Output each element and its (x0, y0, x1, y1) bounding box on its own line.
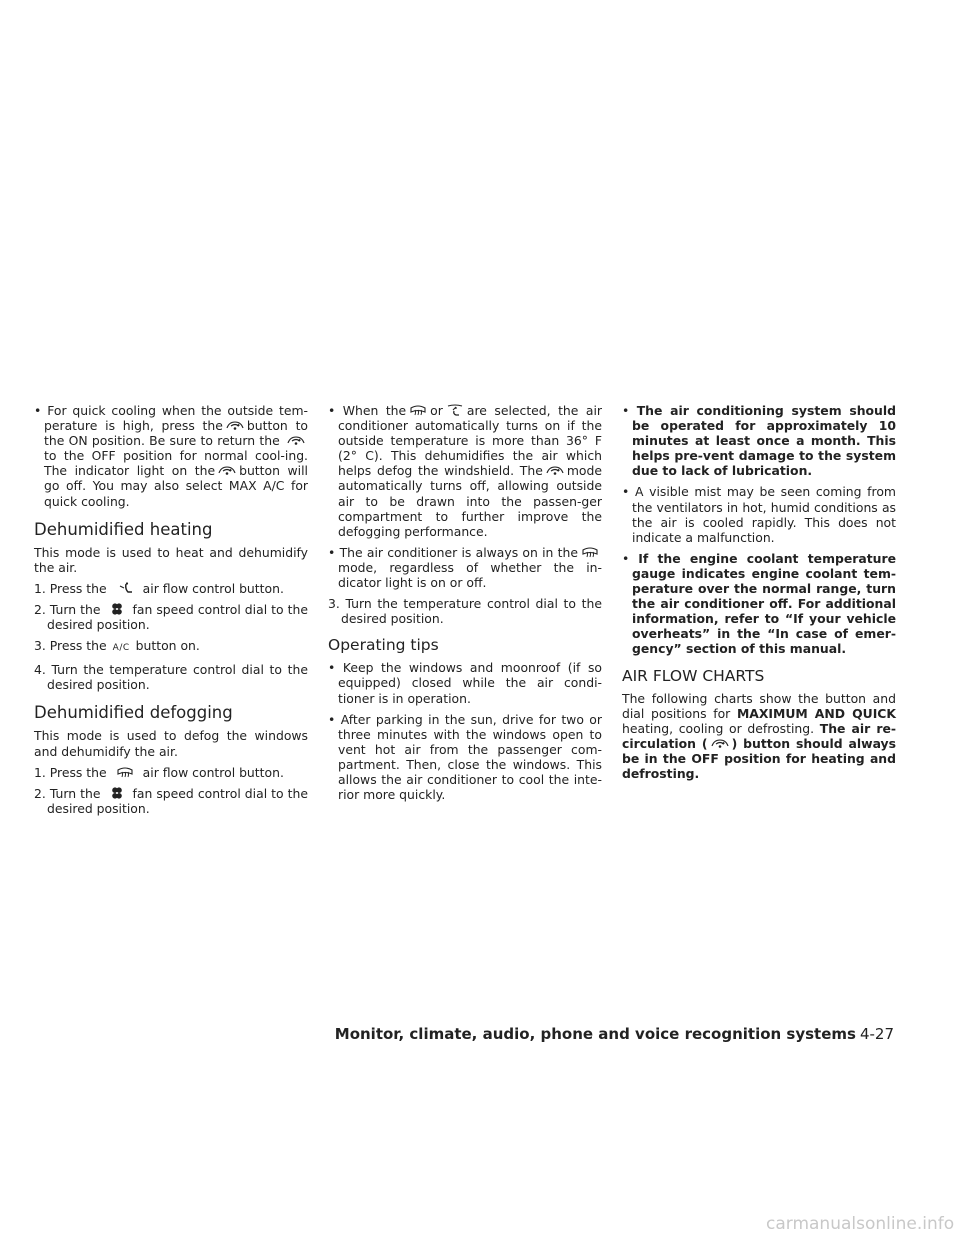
tip-windows-closed (328, 660, 602, 705)
coolant-temperature-warning (622, 551, 896, 657)
quick-cooling-text-3: to the OFF position for normal cool-ing. The indicator light on the (44, 448, 308, 479)
column-right (622, 403, 896, 787)
bullet-text: or (430, 403, 443, 418)
defrost-icon (408, 404, 428, 416)
air-flow-charts-heading: AIR FLOW CHARTS (622, 666, 765, 685)
heating-step-4: 4. Turn the temperature control dial to the desired position. (34, 662, 308, 693)
defog-step-3: 3. Turn the temperature control dial to the desired position. (328, 596, 602, 627)
bullet-mark: • (34, 403, 42, 418)
visible-mist-note (622, 484, 896, 544)
step-text: button on. (135, 638, 200, 654)
quick-cooling-text-2: button to the ON position. Be sure to return the (44, 418, 309, 449)
step-text: 1. Press the (34, 764, 107, 780)
defog-step-2 (34, 786, 308, 816)
quick-cooling-text-4: button will go off. You may also select MAX A/C for quick cooling. (44, 463, 308, 509)
defog-step-1 (34, 765, 308, 780)
warning-text: If the engine coolant temperature gauge indicates engine coolant tem-perature over the normal range, turn the air conditioner off. For additional information, refer to “If your vehicle overheats” in the “In case of emer-gency” section of this manual. (632, 550, 896, 657)
bullet-mark: • (328, 711, 336, 727)
bullet-mark: • (622, 484, 630, 500)
heating-step-2 (34, 602, 308, 632)
defog-auto-ac-bullet (328, 403, 602, 539)
foot-icon (115, 582, 135, 594)
bullet-text: mode, regardless of whether the in-dicator light is on or off. (338, 559, 602, 591)
operating-tips-heading: Operating tips (328, 636, 439, 655)
page-number: 4-27 (859, 1025, 894, 1043)
recirculation-icon (217, 464, 237, 476)
page-footer (335, 1025, 894, 1043)
column-middle (328, 403, 602, 808)
dehumidified-defogging-heading: Dehumidified defogging (34, 703, 233, 723)
bullet-mark: • (622, 550, 630, 566)
monthly-operation-warning (622, 403, 896, 478)
tip-parking-sun (328, 712, 602, 803)
tip-text: After parking in the sun, drive for two or three minutes with the windows open to vent hot air from the passenger com-partment. Then, close the windows. This allows the air conditioner to cool the inte-rior more quickly. (338, 711, 602, 803)
note-text: The air re-circulation ( (622, 720, 896, 751)
bullet-mark: • (328, 403, 336, 418)
footer-section-title: Monitor, climate, audio, phone and voice recognition systems (334, 1025, 856, 1043)
ac-always-on-bullet (328, 545, 602, 590)
quick-cooling-bullet (34, 403, 308, 509)
heating-step-3 (34, 638, 308, 656)
step-text: 1. Press the (34, 580, 107, 596)
step-text: air flow control button. (142, 580, 284, 596)
intro-text: The following charts show the button and dial positions for (622, 690, 896, 721)
recirculation-icon (225, 419, 245, 431)
defrost-icon (115, 766, 135, 778)
defrost-icon (580, 546, 600, 558)
dehumidified-heating-heading: Dehumidified heating (34, 519, 213, 539)
recirculation-icon (545, 464, 565, 476)
watermark: carmanualsonline.info (766, 1214, 955, 1234)
dehumidified-defogging-intro: This mode is used to defog the windows and dehumidify the air. (34, 728, 308, 759)
air-flow-charts-intro (622, 691, 896, 782)
fan-icon (107, 603, 127, 615)
step-text: fan speed control dial to the desired position. (47, 785, 308, 816)
dehumidified-heating-intro: This mode is used to heat and dehumidify the air. (34, 544, 308, 575)
intro-text: heating, cooling or defrosting. (622, 720, 815, 736)
column-left (34, 403, 308, 822)
note-text: A visible mist may be seen coming from the ventilators in hot, humid conditions as the air is cooled rapidly. This does not indicate a malfunction. (632, 484, 896, 545)
recirculation-icon (286, 434, 306, 446)
bullet-text: are selected, the air conditioner automatically turns on if the outside temperature is more than 36° F (2° C). This dehumidifies the air which helps defog the windshield. The (338, 403, 602, 479)
foot-defrost-icon (445, 404, 465, 416)
bullet-mark: • (328, 660, 336, 676)
step-text: fan speed control dial to the desired position. (47, 601, 308, 633)
fan-icon (107, 787, 127, 799)
step-text: air flow control button. (142, 764, 284, 780)
bullet-text: The air conditioner is always on in the (339, 544, 578, 560)
step-text: 2. Turn the (34, 601, 101, 617)
quick-cooling-text-1: For quick cooling when the outside tem-perature is high, press the (44, 403, 308, 434)
bullet-mark: • (622, 403, 630, 418)
bullet-mark: • (328, 544, 336, 560)
warning-text: The air conditioning system should be operated for approximately 10 minutes at least once a month. This helps pre-vent damage to the system due to lack of lubrication. (632, 403, 896, 479)
step-text: 3. Press the (34, 638, 107, 654)
intro-bold-text: MAXIMUM AND QUICK (736, 705, 896, 721)
ac-label: A/C (112, 643, 130, 654)
note-text: ) button should always be in the OFF position for heating and defrosting. (622, 735, 897, 781)
bullet-text: mode automatically turns off, allowing outside air to be drawn into the passen-ger compartment to further improve the defogging performance. (338, 463, 602, 539)
heating-step-1 (34, 581, 308, 596)
bullet-text: When the (342, 403, 407, 418)
recirculation-icon (710, 737, 730, 749)
step-text: 2. Turn the (34, 785, 101, 801)
tip-text: Keep the windows and moonroof (if so equipped) closed while the air condi-tioner is in operation. (338, 660, 602, 706)
